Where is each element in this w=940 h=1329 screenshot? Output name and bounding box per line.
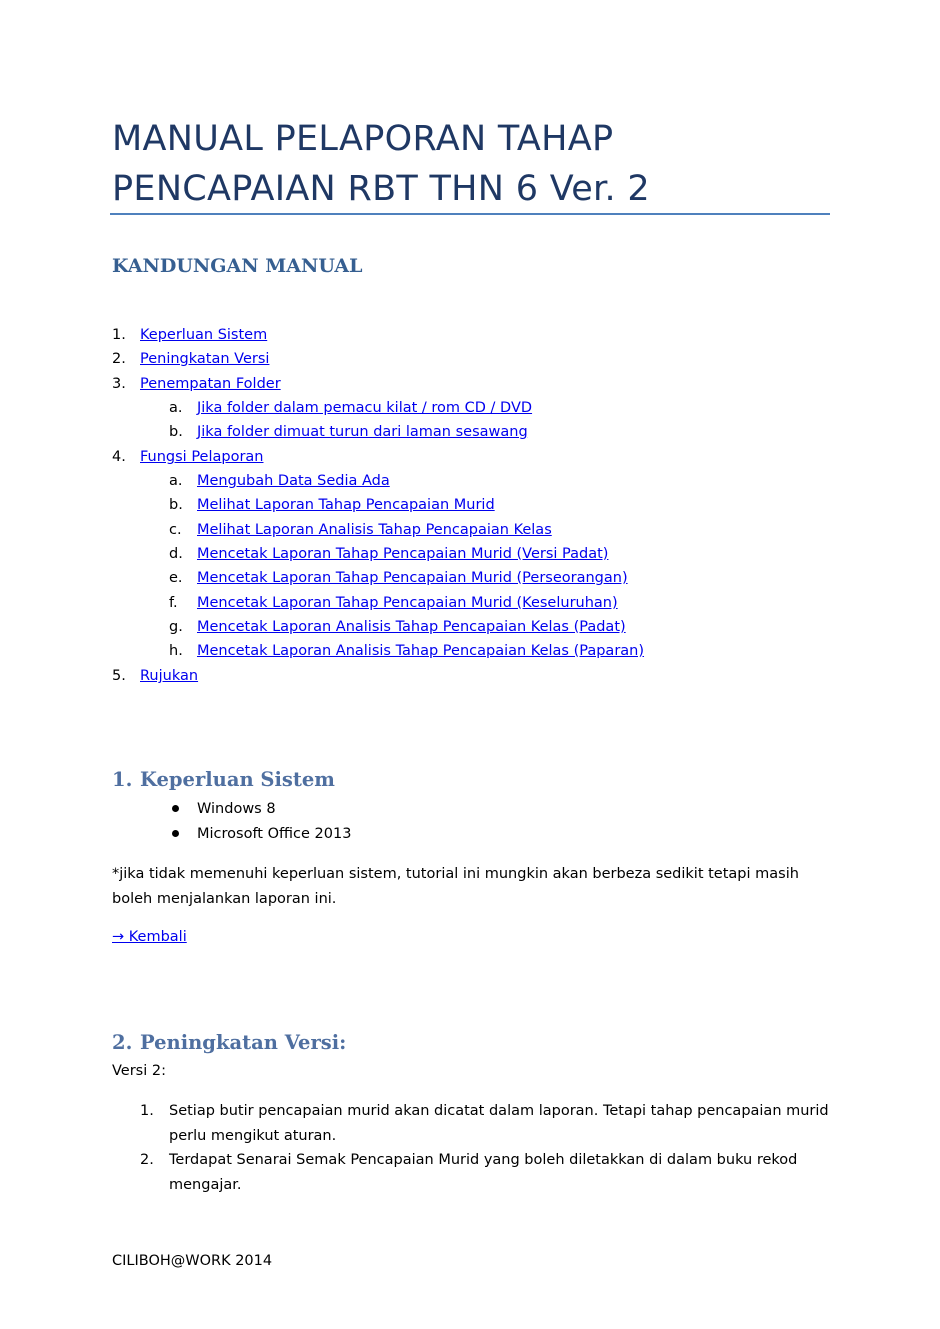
title-line-1: MANUAL PELAPORAN TAHAP — [112, 119, 614, 159]
list-item-text: Setiap butir pencapaian murid akan dicatat dalam laporan. Tetapi tahap pencapaian murid perlu mengikut aturan. — [169, 1103, 829, 1144]
toc-link-folder-pemacu-kilat[interactable]: Jika folder dalam pemacu kilat / rom CD / DVD — [197, 400, 533, 416]
toc-link-melihat-laporan-murid[interactable]: Melihat Laporan Tahap Pencapaian Murid — [197, 497, 495, 513]
section-2-title: Peningkatan Versi: — [140, 1031, 347, 1054]
toc-item-number: 4. — [112, 449, 126, 465]
back-link[interactable]: → Kembali — [112, 929, 187, 945]
contents-heading: KANDUNGAN MANUAL — [112, 255, 363, 277]
toc-item-letter: c. — [169, 522, 182, 538]
toc-link-cetak-analisis-padat[interactable]: Mencetak Laporan Analisis Tahap Pencapaian Kelas (Padat) — [197, 619, 626, 635]
toc-item-letter: h. — [169, 643, 183, 659]
toc-link-peningkatan-versi[interactable]: Peningkatan Versi — [140, 351, 270, 367]
list-item-number: 2. — [140, 1152, 154, 1168]
toc-link-fungsi-pelaporan[interactable]: Fungsi Pelaporan — [140, 449, 264, 465]
toc-link-melihat-analisis-kelas[interactable]: Melihat Laporan Analisis Tahap Pencapaian Kelas — [197, 522, 552, 538]
toc-item-letter: b. — [169, 497, 183, 513]
page-footer: CILIBOH@WORK 2014 — [112, 1253, 273, 1269]
title-underline — [110, 213, 830, 215]
bullet-icon — [172, 830, 179, 837]
list-item-number: 1. — [140, 1103, 154, 1119]
list-item-text: Terdapat Senarai Semak Pencapaian Murid yang boleh diletakkan di dalam buku rekod mengajar. — [169, 1152, 798, 1193]
title-line-2: PENCAPAIAN RBT THN 6 Ver. 2 — [112, 169, 650, 209]
toc-item-number: 1. — [112, 327, 126, 343]
document-title — [112, 114, 832, 214]
bullet-icon — [172, 805, 179, 812]
section-1-number: 1. — [112, 768, 133, 791]
toc-item-letter: a. — [169, 473, 183, 489]
toc-item-letter: a. — [169, 400, 183, 416]
version-label: Versi 2: — [112, 1063, 166, 1079]
requirement-item: Microsoft Office 2013 — [197, 826, 352, 842]
toc-link-mengubah-data[interactable]: Mengubah Data Sedia Ada — [197, 473, 390, 489]
toc-link-folder-dimuat-turun[interactable]: Jika folder dimuat turun dari laman sesawang — [197, 424, 528, 440]
requirements-note: *jika tidak memenuhi keperluan sistem, tutorial ini mungkin akan berbeza sedikit tetapi masih boleh menjalankan laporan ini. — [112, 866, 799, 907]
toc-item-number: 3. — [112, 376, 126, 392]
toc-link-rujukan[interactable]: Rujukan — [140, 668, 199, 684]
section-1-heading — [112, 768, 335, 791]
section-2-number: 2. — [112, 1031, 133, 1054]
toc-link-keperluan-sistem[interactable]: Keperluan Sistem — [140, 327, 268, 343]
requirement-item: Windows 8 — [197, 801, 276, 817]
toc-item-letter: e. — [169, 570, 183, 586]
toc-item-letter: f. — [169, 595, 178, 611]
toc-link-cetak-keseluruhan[interactable]: Mencetak Laporan Tahap Pencapaian Murid (Keseluruhan) — [197, 595, 618, 611]
toc-link-penempatan-folder[interactable]: Penempatan Folder — [140, 376, 281, 392]
section-2-heading — [112, 1031, 346, 1054]
toc-link-cetak-perseorangan[interactable]: Mencetak Laporan Tahap Pencapaian Murid (Perseorangan) — [197, 570, 628, 586]
toc-item-number: 2. — [112, 351, 126, 367]
toc-link-cetak-analisis-paparan[interactable]: Mencetak Laporan Analisis Tahap Pencapaian Kelas (Paparan) — [197, 643, 645, 659]
toc-item-letter: g. — [169, 619, 183, 635]
toc-item-number: 5. — [112, 668, 126, 684]
toc-item-letter: d. — [169, 546, 183, 562]
toc-item-letter: b. — [169, 424, 183, 440]
toc-link-cetak-versi-padat[interactable]: Mencetak Laporan Tahap Pencapaian Murid (Versi Padat) — [197, 546, 609, 562]
section-1-title: Keperluan Sistem — [140, 768, 335, 791]
